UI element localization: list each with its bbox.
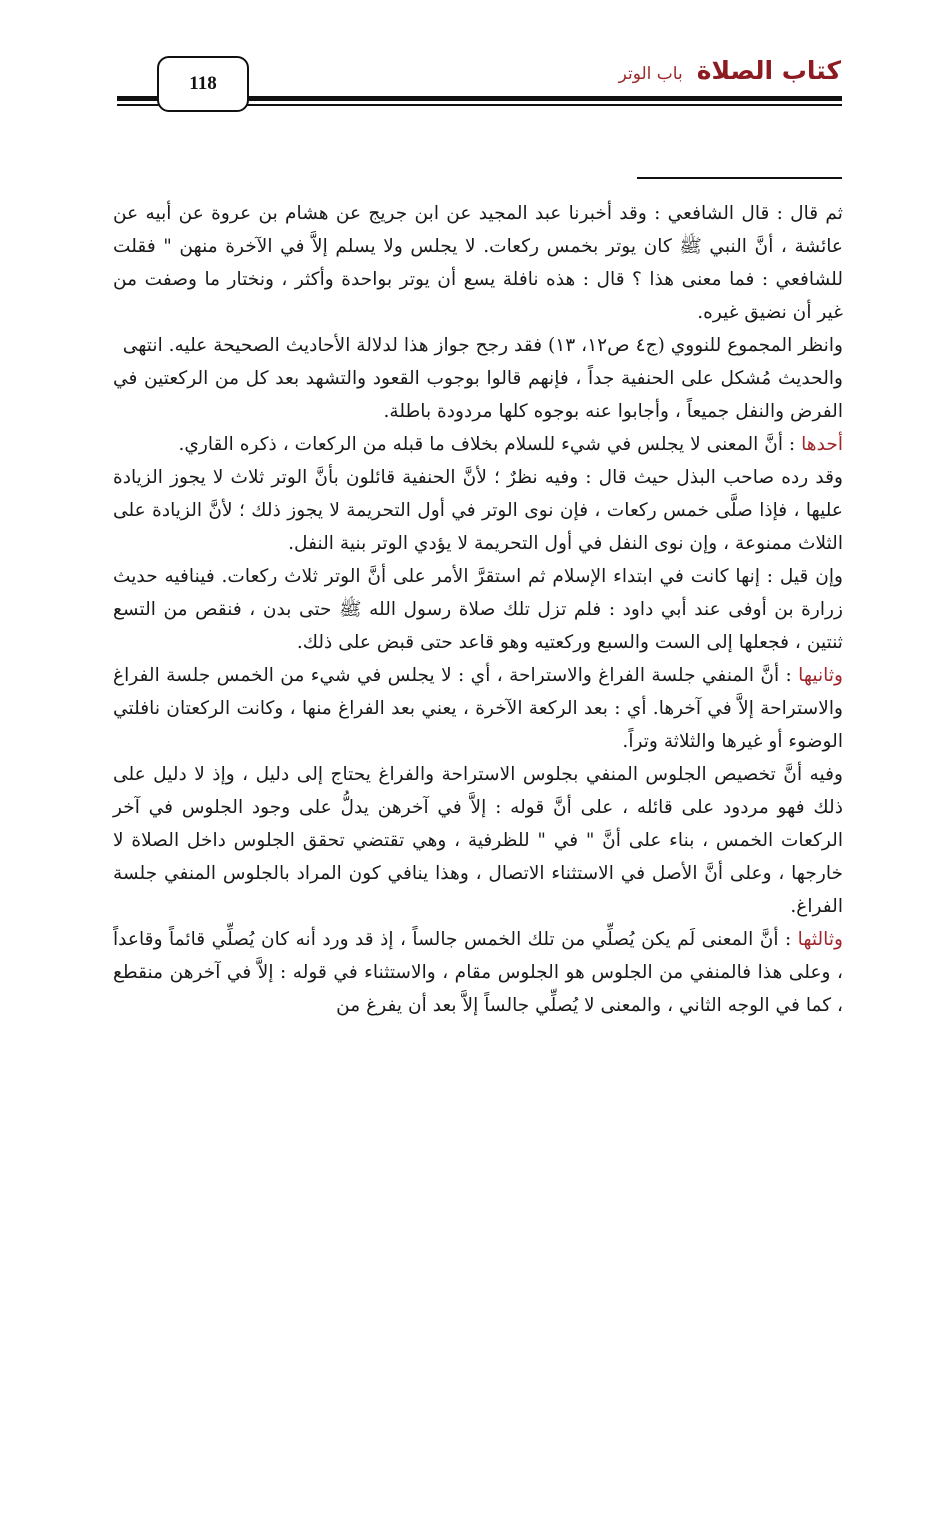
page-number: 118 xyxy=(157,56,249,112)
paragraph-text: وفيه أنَّ تخصيص الجلوس المنفي بجلوس الاستراحة والفراغ يحتاج إلى دليل ، وإذ لا دليل على ذلك فهو مردود على قائله ، على أنَّ قوله : إلاَّ في آخرهن يدلُّ على وجود الجلوس في آخر الركعات الخمس ، بناء على أنَّ " في " للظرفية ، وهي تقتضي تحقق الجلوس داخل الصلاة لا خارجها ، وعلى أنَّ الأصل في الاستثناء الاتصال ، وهذا ينافي كون المراد بالجلوس المنفي جلسة الفراغ. xyxy=(113,764,843,917)
paragraph xyxy=(113,428,843,461)
paragraph xyxy=(113,758,843,923)
paragraph xyxy=(113,560,843,659)
book-title: كتاب الصلاة xyxy=(696,56,841,85)
paragraph xyxy=(113,461,843,560)
paragraph-text: : أنَّ المعنى لَم يكن يُصلِّي من تلك الخمس جالساً ، إذ قد ورد أنه كان يُصلِّي قائماً وقاعداً ، وعلى هذا فالمنفي من الجلوس هو الجلوس مقام ، والاستثناء في قوله : إلاَّ في آخرهن منقطع ، كما في الوجه الثاني ، والمعنى لا يُصلِّي جالساً إلاَّ بعد أن يفرغ من xyxy=(113,929,843,1016)
paragraph xyxy=(113,923,843,1022)
paragraph-text: وإن قيل : إنها كانت في ابتداء الإسلام ثم استقرَّ الأمر على أنَّ الوتر ثلاث ركعات. فينافيه حديث زرارة بن أوفى عند أبي داود : فلم تزل تلك صلاة رسول الله ﷺ حتى بدن ، فنقص من التسع ثنتين ، فجعلها إلى الست والسبع وركعتيه وهو قاعد حتى قبض على ذلك. xyxy=(113,566,843,653)
chapter-title: باب الوتر xyxy=(618,64,683,84)
paragraph-text: ثم قال : قال الشافعي : وقد أخبرنا عبد المجيد عن ابن جريج عن هشام بن عروة عن أبيه عن عائشة ، أنَّ النبي ﷺ كان يوتر بخمس ركعات. لا يجلس ولا يسلم إلاَّ في الآخرة منهن " فقلت للشافعي : فما معنى هذا ؟ قال : هذه نافلة يسع أن يوتر بواحدة وأكثر ، ونختار ما وصفت من غير أن نضيق غيره. xyxy=(113,203,843,323)
paragraph xyxy=(113,362,843,428)
paragraph-lead-word: أحدها xyxy=(801,434,843,455)
header-titles xyxy=(619,56,841,85)
paragraph-text: : أنَّ المعنى لا يجلس في شيء للسلام بخلاف ما قبله من الركعات ، ذكره القاري. xyxy=(178,434,802,455)
paragraph-text: والحديث مُشكل على الحنفية جداً ، فإنهم قالوا بوجوب القعود والتشهد بعد كل من الركعتين في الفرض والنفل جميعاً ، وأجابوا عنه بوجوه كلها مردودة باطلة. xyxy=(113,368,843,422)
paragraph-text: وقد رده صاحب البذل حيث قال : وفيه نظرٌ ؛ لأنَّ الحنفية قائلون بأنَّ الوتر ثلاث لا يجوز الزيادة عليها ، فإذا صلَّى خمس ركعات ، فإن نوى الوتر في أول التحريمة لا يجوز ذلك ؛ لأنَّ الزيادة على الثلاث ممنوعة ، وإن نوى النفل في أول التحريمة لا يؤدي الوتر بنية النفل. xyxy=(113,467,843,554)
paragraph xyxy=(113,329,843,362)
footnote-separator xyxy=(637,177,842,179)
paragraph xyxy=(113,197,843,329)
page-header xyxy=(0,0,945,120)
paragraph-lead-word: وثانيها xyxy=(798,665,843,686)
paragraph-lead-word: وثالثها xyxy=(797,929,843,950)
paragraph-text: وانظر المجموع للنووي (ج٤ ص١٢، ١٣) فقد رجح جواز هذا لدلالة الأحاديث الصحيحة عليه. انتهى xyxy=(122,335,843,356)
paragraph xyxy=(113,659,843,758)
paragraph-text: : أنَّ المنفي جلسة الفراغ والاستراحة ، أي : لا يجلس في شيء من الخمس جلسة الفراغ والاستراحة إلاَّ في آخرها. أي : بعد الركعة الآخرة ، يعني بعد الفراغ منها ، وكانت الركعتان نافلتي الوضوء أو غيرها والثلاثة وتراً. xyxy=(113,665,843,752)
body-text xyxy=(113,197,843,1022)
